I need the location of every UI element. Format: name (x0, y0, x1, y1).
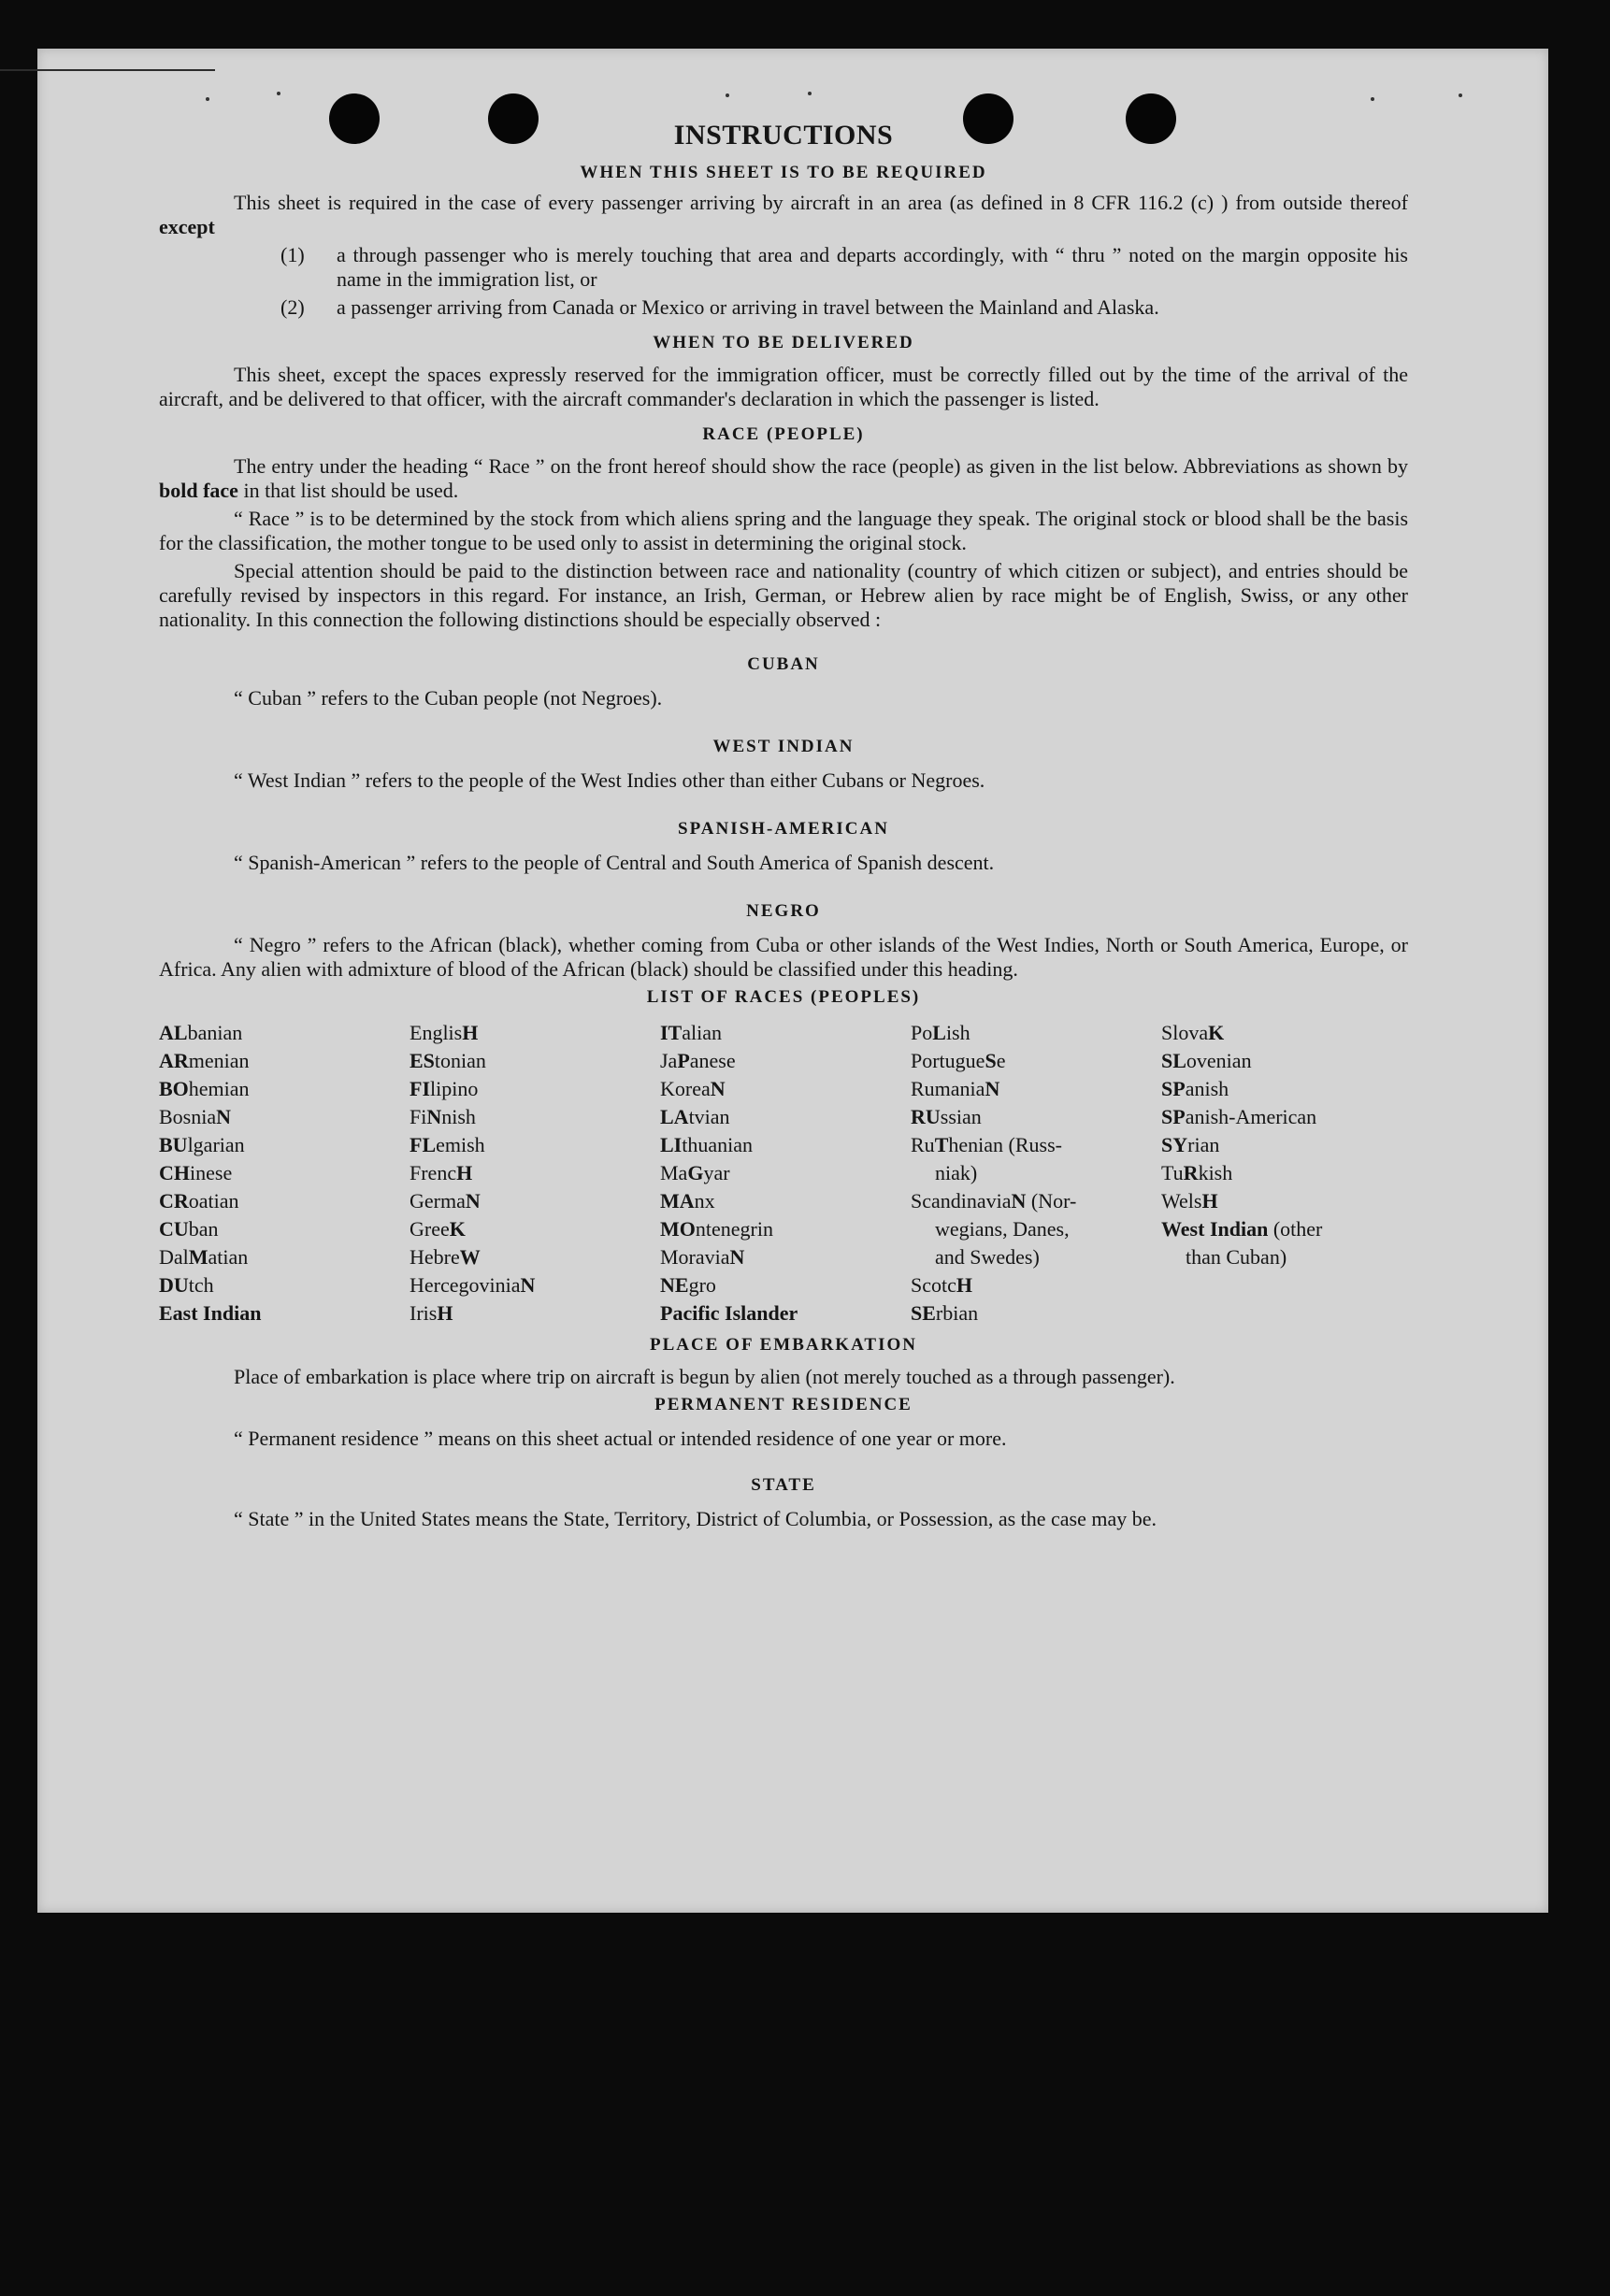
race-entry: SErbian (911, 1301, 979, 1325)
scan-speck (726, 93, 729, 97)
race-entry: ALbanian (159, 1021, 243, 1044)
race-entry: DalMatian (159, 1245, 249, 1269)
race-entry: ScotcH (911, 1273, 973, 1297)
race-paragraph-1: The entry under the heading “ Race ” on the front hereof should show the race (people) as given in the list below. Abbreviations as shown by bold face in that list should be used. (159, 454, 1408, 502)
race-entry: MOntenegrin (660, 1217, 773, 1241)
race-entry: SPanish (1161, 1077, 1229, 1100)
race-entry: GermaN (410, 1189, 481, 1213)
race-entry: SPanish-American (1161, 1105, 1317, 1128)
race-entry: WelsH (1161, 1189, 1218, 1213)
race-entry: ScandinaviaN (Nor- (911, 1189, 1077, 1213)
race-entry: East Indian (159, 1301, 262, 1325)
race-paragraph-2: “ Race ” is to be determined by the stock from which aliens spring and the language they speak. The original stock or blood shall be the basis for the classification, the mother tongue to be used only to assist in determining the original stock. (159, 507, 1408, 554)
scan-speck (277, 92, 280, 95)
heading-list-of-races: LIST OF RACES (PEOPLES) (646, 987, 921, 1007)
race-entry: Pacific Islander (660, 1301, 798, 1325)
page-title: INSTRUCTIONS (673, 120, 894, 151)
race-entry: EnglisH (410, 1021, 479, 1044)
races-column (1161, 1019, 1412, 1327)
exception-item-1: (1) a through passenger who is merely touching that area and departs accordingly, with “ thru ” noted on the margin opposite his name in the immigration list, or (280, 243, 1408, 291)
races-column (911, 1019, 1161, 1327)
negro-text: “ Negro ” refers to the African (black), whether coming from Cuba or other islands of the West Indies, North or South America, Europe, or Africa. Any alien with admixture of blood of the African (black) should be classified under this heading. (159, 933, 1408, 981)
race-entry: LIthuanian (660, 1133, 754, 1156)
race-entry: than Cuban) (1186, 1245, 1287, 1269)
race-entry: EStonian (410, 1049, 486, 1072)
cuban-text: “ Cuban ” refers to the Cuban people (not Negroes). (234, 686, 663, 710)
heading-negro: NEGRO (746, 901, 821, 921)
race-entry: GreeK (410, 1217, 466, 1241)
state-text: “ State ” in the United States means the State, Territory, District of Columbia, or Possession, as the case may be. (234, 1507, 1157, 1530)
heading-permanent-residence: PERMANENT RESIDENCE (654, 1395, 913, 1414)
race-entry: DUtch (159, 1273, 214, 1297)
race-entry: CUban (159, 1217, 219, 1241)
races-column (660, 1019, 911, 1327)
race-entry: HebreW (410, 1245, 481, 1269)
race-entry: BosniaN (159, 1105, 232, 1128)
race-entry: SLovenian (1161, 1049, 1252, 1072)
race-entry: RumaniaN (911, 1077, 1000, 1100)
race-entry: wegians, Danes, (935, 1217, 1070, 1241)
heading-place-of-embarkation: PLACE OF EMBARKATION (650, 1335, 917, 1355)
scan-speck (1371, 97, 1374, 101)
heading-race: RACE (PEOPLE) (702, 424, 865, 444)
race-entry: RuThenian (Russ- (911, 1133, 1062, 1156)
race-entry: SlovaK (1161, 1021, 1225, 1044)
race-entry: SYrian (1161, 1133, 1220, 1156)
race-entry: West Indian (other (1161, 1217, 1323, 1241)
race-entry: MAnx (660, 1189, 715, 1213)
races-list (159, 1019, 1408, 1327)
race-entry: CRoatian (159, 1189, 239, 1213)
race-entry: KoreaN (660, 1077, 726, 1100)
race-entry: PortugueSe (911, 1049, 1006, 1072)
race-entry: CHinese (159, 1161, 233, 1184)
instructions-content (159, 120, 1408, 1531)
delivered-paragraph: This sheet, except the spaces expressly reserved for the immigration officer, must be correctly filled out by the time of the arrival of the aircraft, and be delivered to that officer, with the aircraft commander's declaration in which the passenger is listed. (159, 363, 1408, 410)
heading-west-indian: WEST INDIAN (712, 737, 855, 756)
scan-speck (1459, 93, 1462, 97)
race-entry: NEgro (660, 1273, 716, 1297)
race-entry: LAtvian (660, 1105, 730, 1128)
heading-spanish-american: SPANISH-AMERICAN (678, 819, 889, 839)
scan-speck (206, 97, 209, 101)
race-entry: BOhemian (159, 1077, 250, 1100)
race-entry: FLemish (410, 1133, 485, 1156)
heading-state: STATE (751, 1475, 816, 1495)
race-entry: RUssian (911, 1105, 982, 1128)
race-entry: JaPanese (660, 1049, 736, 1072)
race-paragraph-3: Special attention should be paid to the distinction between race and nationality (country of which citizen or subject), and entries should be carefully revised by inspectors in this regard. For instance, an Irish, German, or Hebrew alien by race might be of English, Swiss, or any other nationality. In this connection the following distinctions should be especially observed : (159, 559, 1408, 631)
scan-edge-line (0, 69, 215, 71)
race-entry: ARmenian (159, 1049, 250, 1072)
heading-when-delivered: WHEN TO BE DELIVERED (653, 333, 914, 352)
races-column (410, 1019, 660, 1327)
race-entry: HercegoviniaN (410, 1273, 536, 1297)
race-entry: ITalian (660, 1021, 723, 1044)
race-entry: BUlgarian (159, 1133, 245, 1156)
race-entry: FrencH (410, 1161, 473, 1184)
residence-text: “ Permanent residence ” means on this sheet actual or intended residence of one year or more. (234, 1427, 1007, 1450)
race-entry: TuRkish (1161, 1161, 1233, 1184)
exception-item-2: (2) a passenger arriving from Canada or Mexico or arriving in travel between the Mainland and Alaska. (280, 295, 1159, 319)
race-entry: FiNnish (410, 1105, 476, 1128)
scan-speck (808, 92, 812, 95)
race-entry: FIlipino (410, 1077, 479, 1100)
race-entry: IrisH (410, 1301, 453, 1325)
required-paragraph: This sheet is required in the case of every passenger arriving by aircraft in an area (as defined in 8 CFR 116.2 (c) ) from outside thereof except (159, 191, 1408, 238)
embarkation-text: Place of embarkation is place where trip on aircraft is begun by alien (not merely touched as a through passenger). (234, 1365, 1175, 1388)
race-entry: MaGyar (660, 1161, 730, 1184)
races-column (159, 1019, 410, 1327)
heading-cuban: CUBAN (747, 654, 820, 674)
spanish-american-text: “ Spanish-American ” refers to the people of Central and South America of Spanish descent. (234, 851, 995, 874)
heading-when-required: WHEN THIS SHEET IS TO BE REQUIRED (580, 163, 987, 182)
west-indian-text: “ West Indian ” refers to the people of the West Indies other than either Cubans or Negroes. (234, 768, 985, 792)
race-entry: niak) (935, 1161, 978, 1184)
race-entry: and Swedes) (935, 1245, 1040, 1269)
race-entry: PoLish (911, 1021, 970, 1044)
race-entry: MoraviaN (660, 1245, 745, 1269)
